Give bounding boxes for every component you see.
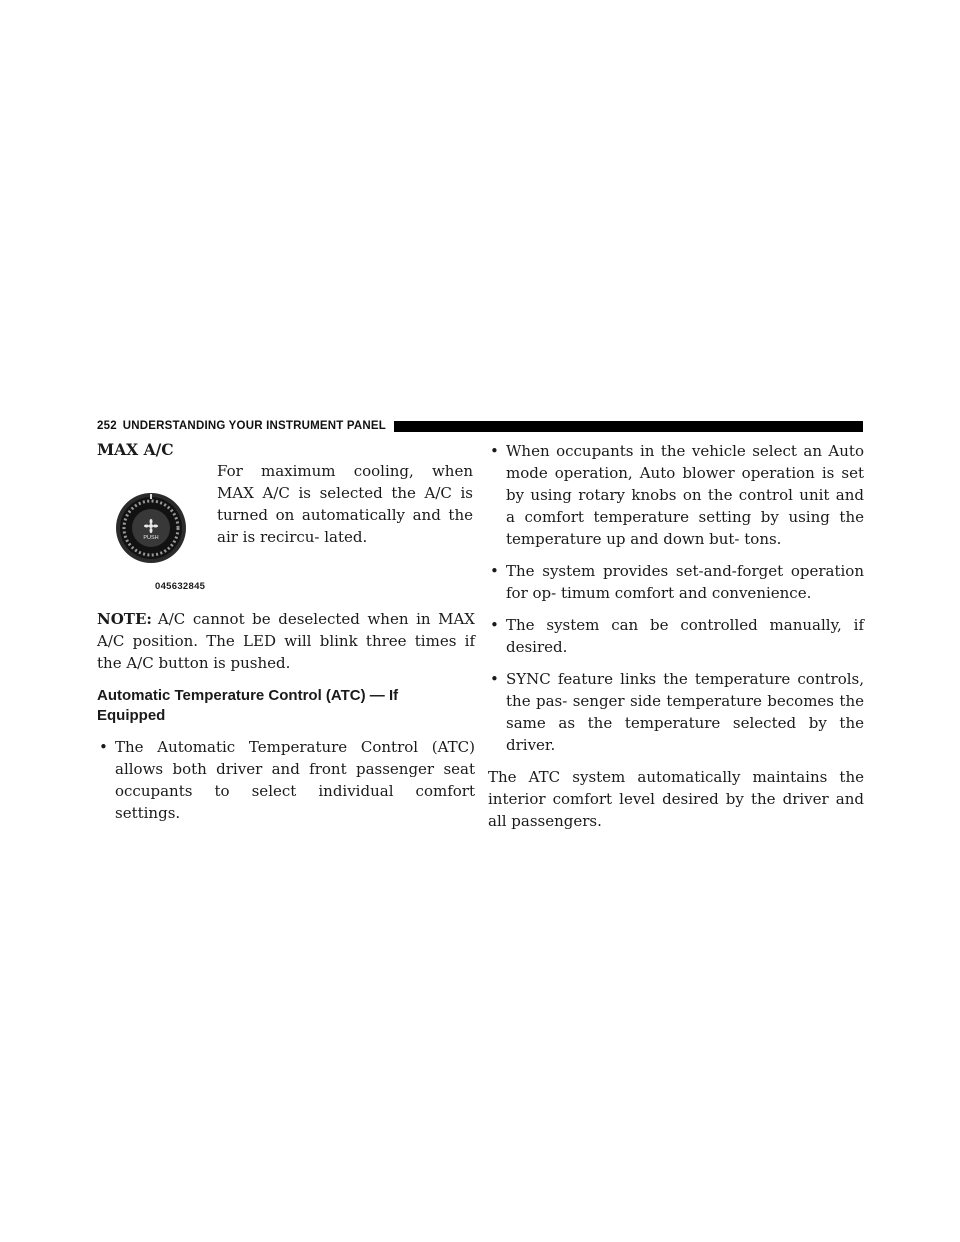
max-ac-heading: MAX A/C	[97, 440, 174, 459]
list-item: • The system can be controlled manually, if desired.	[488, 614, 864, 658]
note-label: NOTE:	[97, 610, 152, 628]
max-ac-description: For maximum cooling, when MAX A/C is selected the A/C is turned on automatically and the air is recircu- lated.	[217, 462, 473, 546]
list-item: • The system provides set-and-forget operation for op- timum comfort and convenience.	[488, 560, 864, 604]
atc-bullet-list-right	[488, 440, 864, 756]
left-column	[97, 440, 475, 824]
max-ac-knob-illustration	[115, 492, 187, 564]
push-label: PUSH	[143, 535, 159, 541]
atc-bullet-list-left	[97, 736, 475, 824]
page-number: 252	[97, 420, 117, 432]
header-rule	[394, 421, 863, 432]
figure-id: 045632845	[155, 581, 206, 592]
list-item: • The Automatic Temperature Control (ATC) allows both driver and front passenger seat occupants to select individual comfort settings.	[97, 736, 475, 824]
max-ac-figure-block	[97, 460, 475, 600]
list-item: • SYNC feature links the temperature controls, the pas- senger side temperature becomes the same as the temperature selected by the driver.	[488, 668, 864, 756]
atc-closing-paragraph: The ATC system automatically maintains the interior comfort level desired by the driver and all passengers.	[488, 768, 864, 830]
section-title: UNDERSTANDING YOUR INSTRUMENT PANEL	[122, 420, 386, 432]
running-header	[97, 419, 863, 433]
list-item: • When occupants in the vehicle select an Auto mode operation, Auto blower operation is set by using rotary knobs on the control unit and a comfort temperature setting by using the temperature up and down but- tons.	[488, 440, 864, 550]
knob-dial-icon	[115, 492, 187, 564]
atc-heading: Automatic Temperature Control (ATC) — If Equipped	[97, 687, 399, 724]
note-text: A/C cannot be deselected when in MAX A/C position. The LED will blink three times if the A/C button is pushed.	[97, 610, 475, 672]
max-ac-note	[97, 608, 475, 674]
right-column	[488, 440, 864, 832]
